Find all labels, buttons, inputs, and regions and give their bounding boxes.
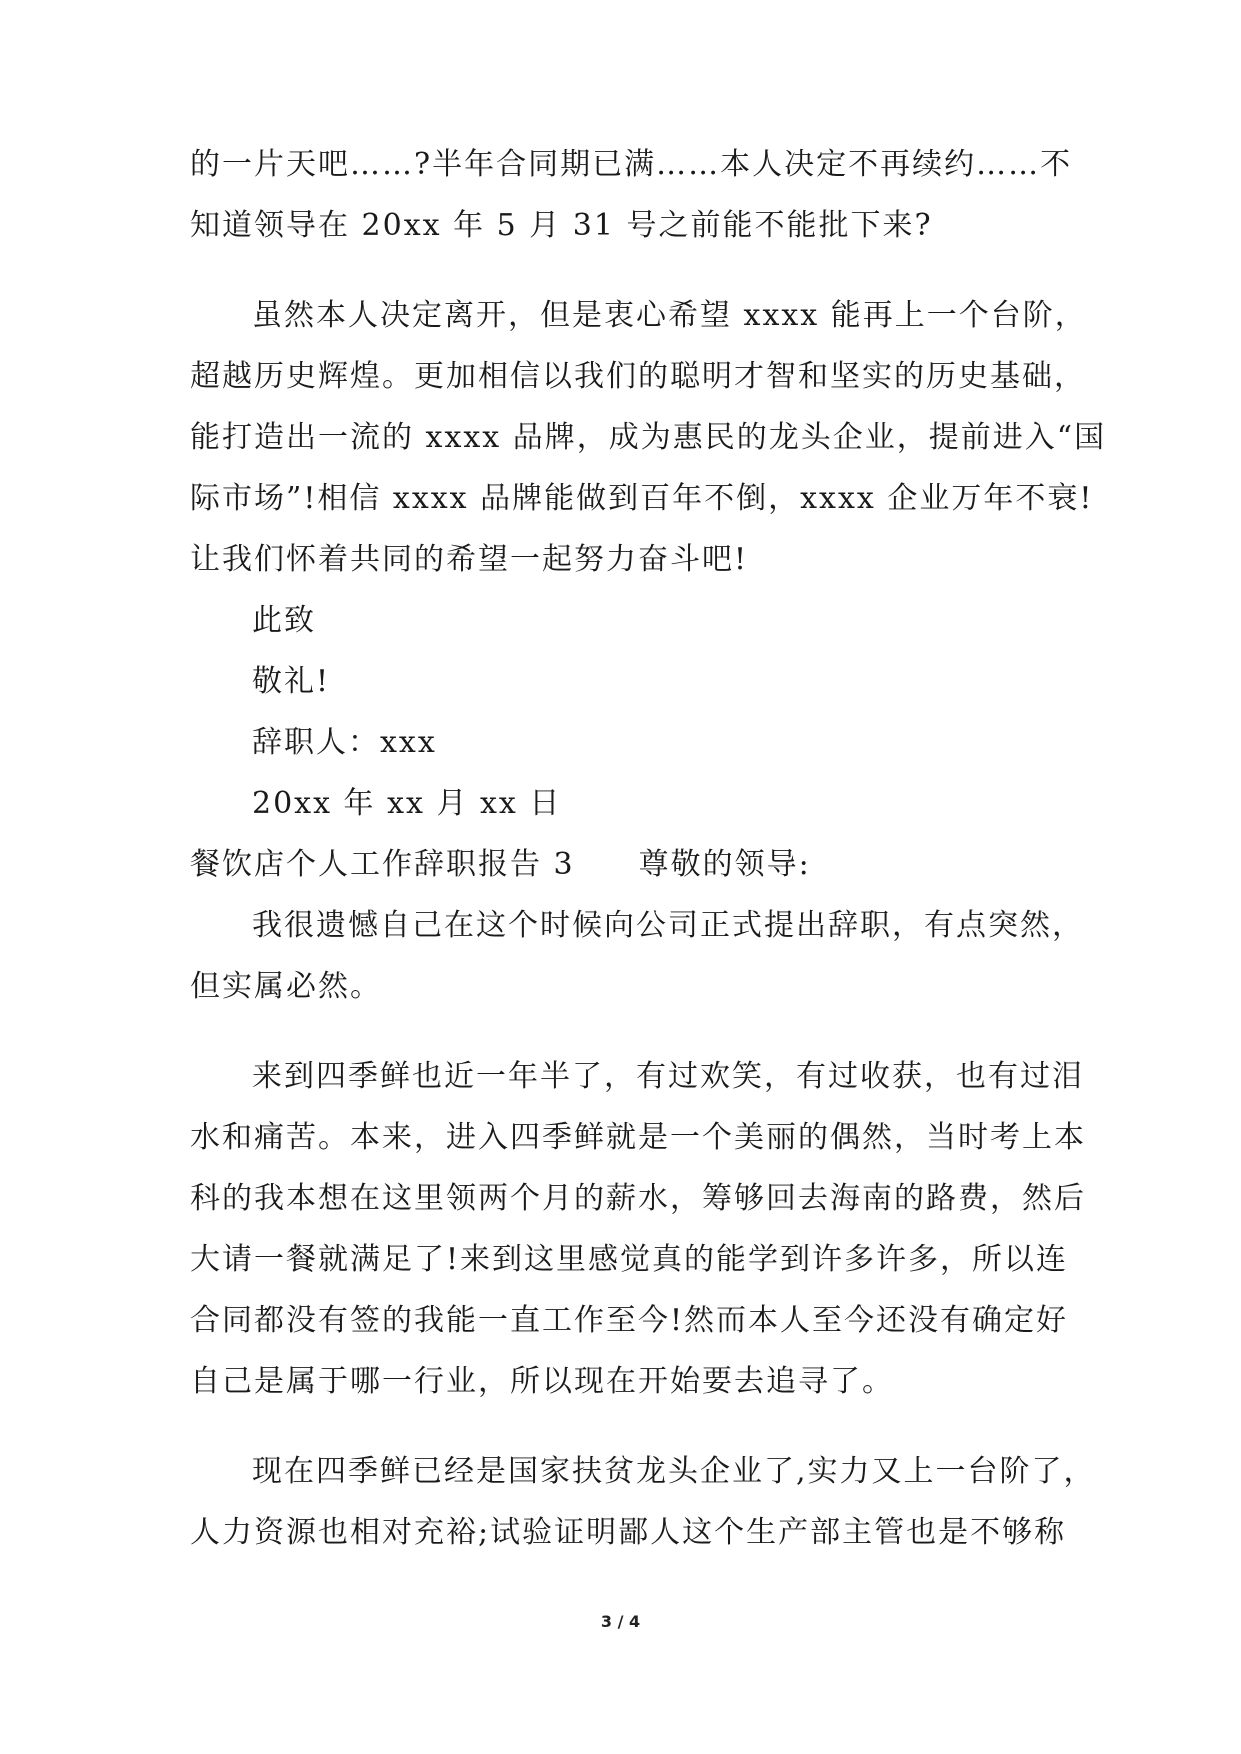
text-line: 能打造出一流的 xxxx 品牌，成为惠民的龙头企业，提前进入“国 — [190, 420, 1107, 455]
closing-line: 敬礼! — [252, 664, 331, 699]
text-line: 来到四季鲜也近一年半了，有过欢笑，有过收获，也有过泪 — [252, 1059, 1084, 1094]
text-line: 但实属必然。 — [190, 969, 382, 1004]
text-line: 自己是属于哪一行业，所以现在开始要去追寻了。 — [190, 1364, 894, 1399]
text-line: 现在四季鲜已经是国家扶贫龙头企业了,实力又上一台阶了， — [252, 1454, 1096, 1489]
section-heading: 餐饮店个人工作辞职报告 3 尊敬的领导: — [190, 847, 811, 882]
text-line: 我很遗憾自己在这个时候向公司正式提出辞职，有点突然， — [252, 908, 1084, 943]
text-line: 合同都没有签的我能一直工作至今!然而本人至今还没有确定好 — [190, 1303, 1069, 1338]
text-line: 人力资源也相对充裕;试验证明鄙人这个生产部主管也是不够称 — [190, 1515, 1067, 1550]
signature-line: 辞职人：xxx — [252, 725, 437, 760]
closing-line: 此致 — [252, 603, 316, 638]
text-line: 让我们怀着共同的希望一起努力奋斗吧! — [190, 542, 749, 577]
text-line: 大请一餐就满足了!来到这里感觉真的能学到许多许多，所以连 — [190, 1242, 1069, 1277]
text-line: 的一片天吧……?半年合同期已满……本人决定不再续约……不 — [190, 147, 1073, 182]
text-line: 知道领导在 20xx 年 5 月 31 号之前能不能批下来? — [190, 208, 933, 243]
text-line: 科的我本想在这里领两个月的薪水，筹够回去海南的路费，然后 — [190, 1181, 1086, 1216]
page-number: 3 / 4 — [600, 1612, 641, 1631]
text-line: 虽然本人决定离开，但是衷心希望 xxxx 能再上一个台阶， — [252, 298, 1087, 333]
date-line: 20xx 年 xx 月 xx 日 — [252, 786, 562, 821]
text-line: 超越历史辉煌。更加相信以我们的聪明才智和坚实的历史基础， — [190, 359, 1086, 394]
text-line: 际市场”!相信 xxxx 品牌能做到百年不倒，xxxx 企业万年不衰! — [190, 481, 1094, 516]
text-line: 水和痛苦。本来，进入四季鲜就是一个美丽的偶然，当时考上本 — [190, 1120, 1086, 1155]
